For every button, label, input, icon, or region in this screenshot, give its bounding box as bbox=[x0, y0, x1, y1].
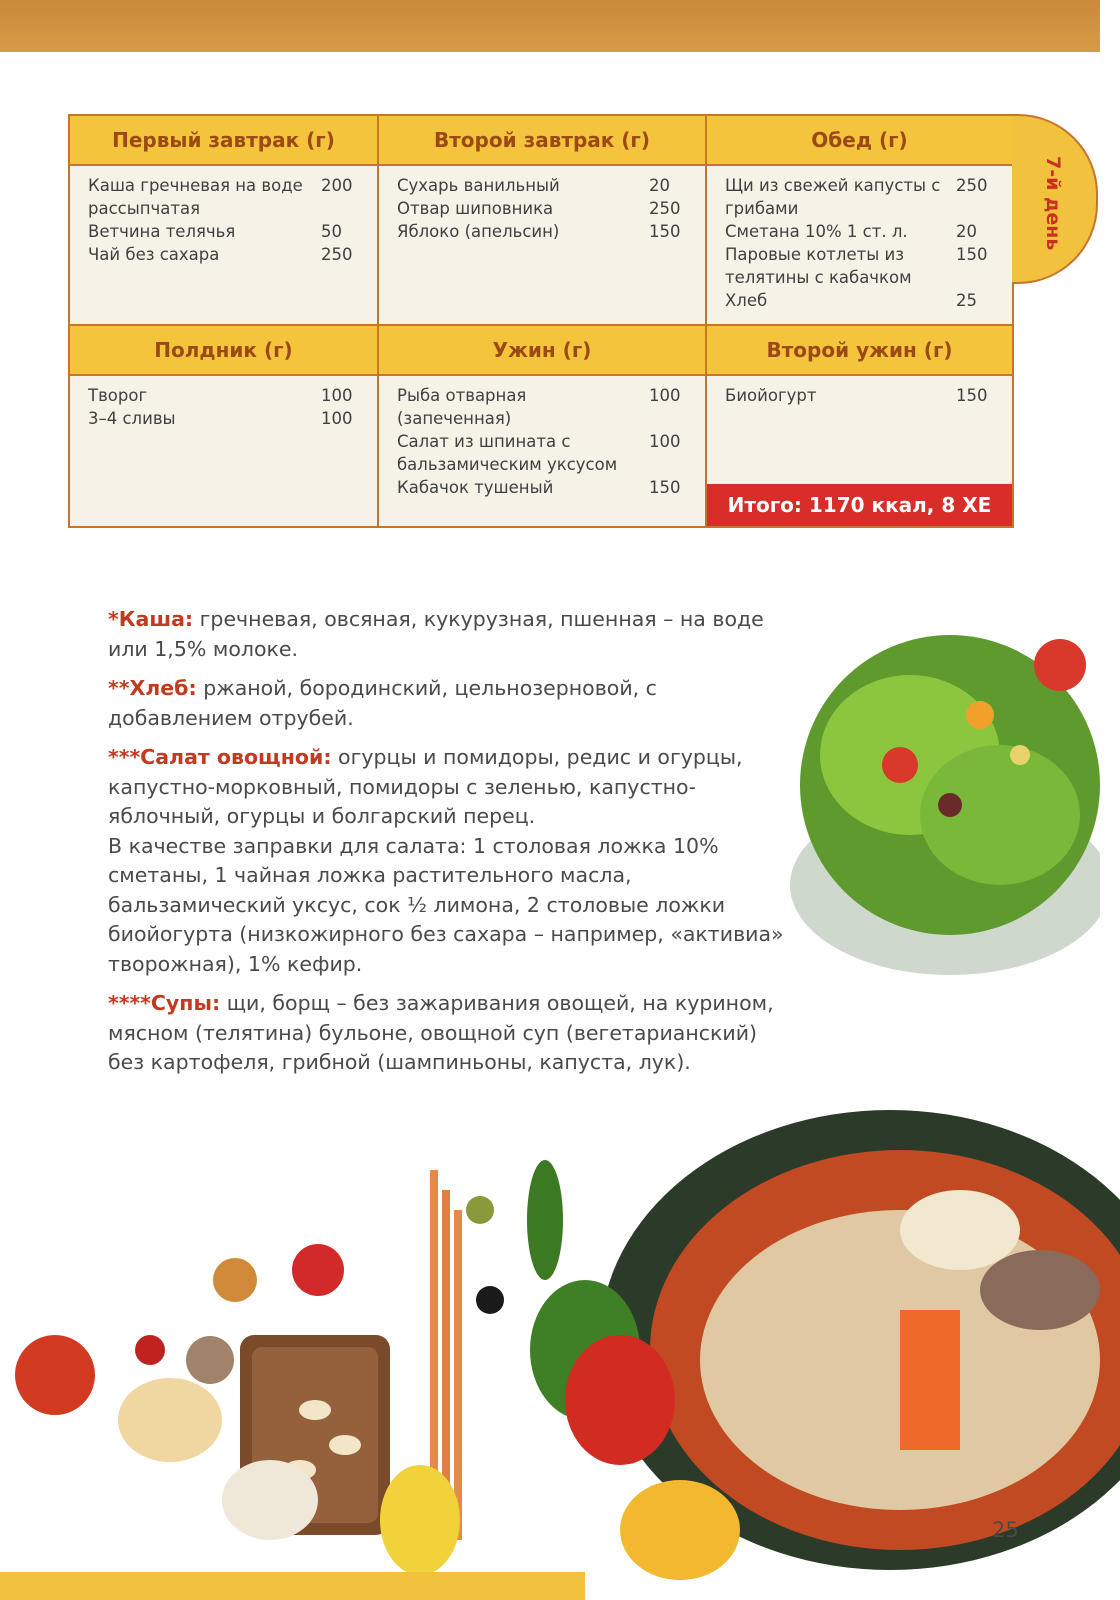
menu-item: Яблоко (апельсин) 150 bbox=[397, 222, 681, 241]
food-ingredients-image bbox=[0, 1110, 1120, 1600]
cell-lunch bbox=[706, 165, 1013, 325]
menu-item: Чай без сахара 250 bbox=[88, 245, 353, 264]
cell-dinner bbox=[378, 375, 706, 527]
note-bread: **Хлеб: ржаной, бородинский, цельнозерновой, с добавлением отрубей. bbox=[108, 676, 657, 730]
menu-item: Рыба отварная (запеченная) 100 bbox=[397, 386, 681, 428]
page-number: 25 bbox=[992, 1518, 1019, 1542]
menu-item: Щи из свежей капусты с грибами 250 bbox=[725, 176, 988, 218]
note-soups: ****Супы: щи, борщ – без зажаривания овощей, на курином, мясном (телятина) бульоне, овощной суп (вегетарианский) без картофеля, грибной (шампиньоны, капуста, лук). bbox=[108, 991, 774, 1074]
menu-item: Творог 100 bbox=[88, 386, 353, 405]
cell-second-breakfast bbox=[378, 165, 706, 325]
menu-item: Каша гречневая на воде рассыпчатая 200 bbox=[88, 176, 353, 218]
menu-item: Сметана 10% 1 ст. л. 20 bbox=[725, 222, 977, 241]
menu-item: Ветчина телячья 50 bbox=[88, 222, 342, 241]
menu-item: Паровые котлеты из телятины с кабачком 150 bbox=[725, 245, 988, 287]
footnotes bbox=[108, 605, 788, 1088]
top-color-bar bbox=[0, 0, 1100, 52]
meal-plan-table bbox=[68, 114, 1014, 528]
menu-item: Салат из шпината с бальзамическим уксусом 100 bbox=[397, 432, 681, 474]
note-salad: ***Салат овощной: огурцы и помидоры, редис и огурцы, капустно-морковный, помидоры с зеленью, капустно-яблочный, огурцы и болгарский перец. bbox=[108, 745, 743, 828]
bottom-color-bar bbox=[0, 1572, 585, 1600]
menu-item: Отвар шиповника 250 bbox=[397, 199, 681, 218]
header-second-breakfast: Второй завтрак (г) bbox=[378, 115, 706, 165]
cell-first-breakfast bbox=[69, 165, 378, 325]
menu-item: 3–4 сливы 100 bbox=[88, 409, 353, 428]
header-first-breakfast: Первый завтрак (г) bbox=[69, 115, 378, 165]
header-dinner: Ужин (г) bbox=[378, 325, 706, 375]
note-porridge: *Каша: гречневая, овсяная, кукурузная, пшенная – на воде или 1,5% молоке. bbox=[108, 607, 764, 661]
header-second-dinner: Второй ужин (г) bbox=[706, 325, 1013, 375]
menu-item: Сухарь ванильный 20 bbox=[397, 176, 670, 195]
header-lunch: Обед (г) bbox=[706, 115, 1013, 165]
cell-afternoon-snack bbox=[69, 375, 378, 527]
menu-item: Кабачок тушеный 150 bbox=[397, 478, 681, 497]
menu-item: Биойогурт 150 bbox=[725, 386, 988, 405]
menu-item: Хлеб 25 bbox=[725, 291, 977, 310]
header-afternoon-snack: Полдник (г) bbox=[69, 325, 378, 375]
day-tab-label: 7-й день bbox=[1042, 156, 1064, 251]
note-salad-dressing: В качестве заправки для салата: 1 столовая ложка 10% сметаны, 1 чайная ложка растительного масла, бальзамический уксус, сок ½ лимона, 2 столовые ложки биойогурта (низкожирного без сахара – например, «активиа» творожная), 1% кефир. bbox=[108, 833, 784, 976]
salad-bowl-image bbox=[780, 585, 1100, 1005]
cell-second-dinner bbox=[706, 375, 1013, 527]
day-tab bbox=[1012, 114, 1098, 284]
total-calories-banner: Итого: 1170 ккал, 8 ХЕ bbox=[707, 484, 1012, 526]
